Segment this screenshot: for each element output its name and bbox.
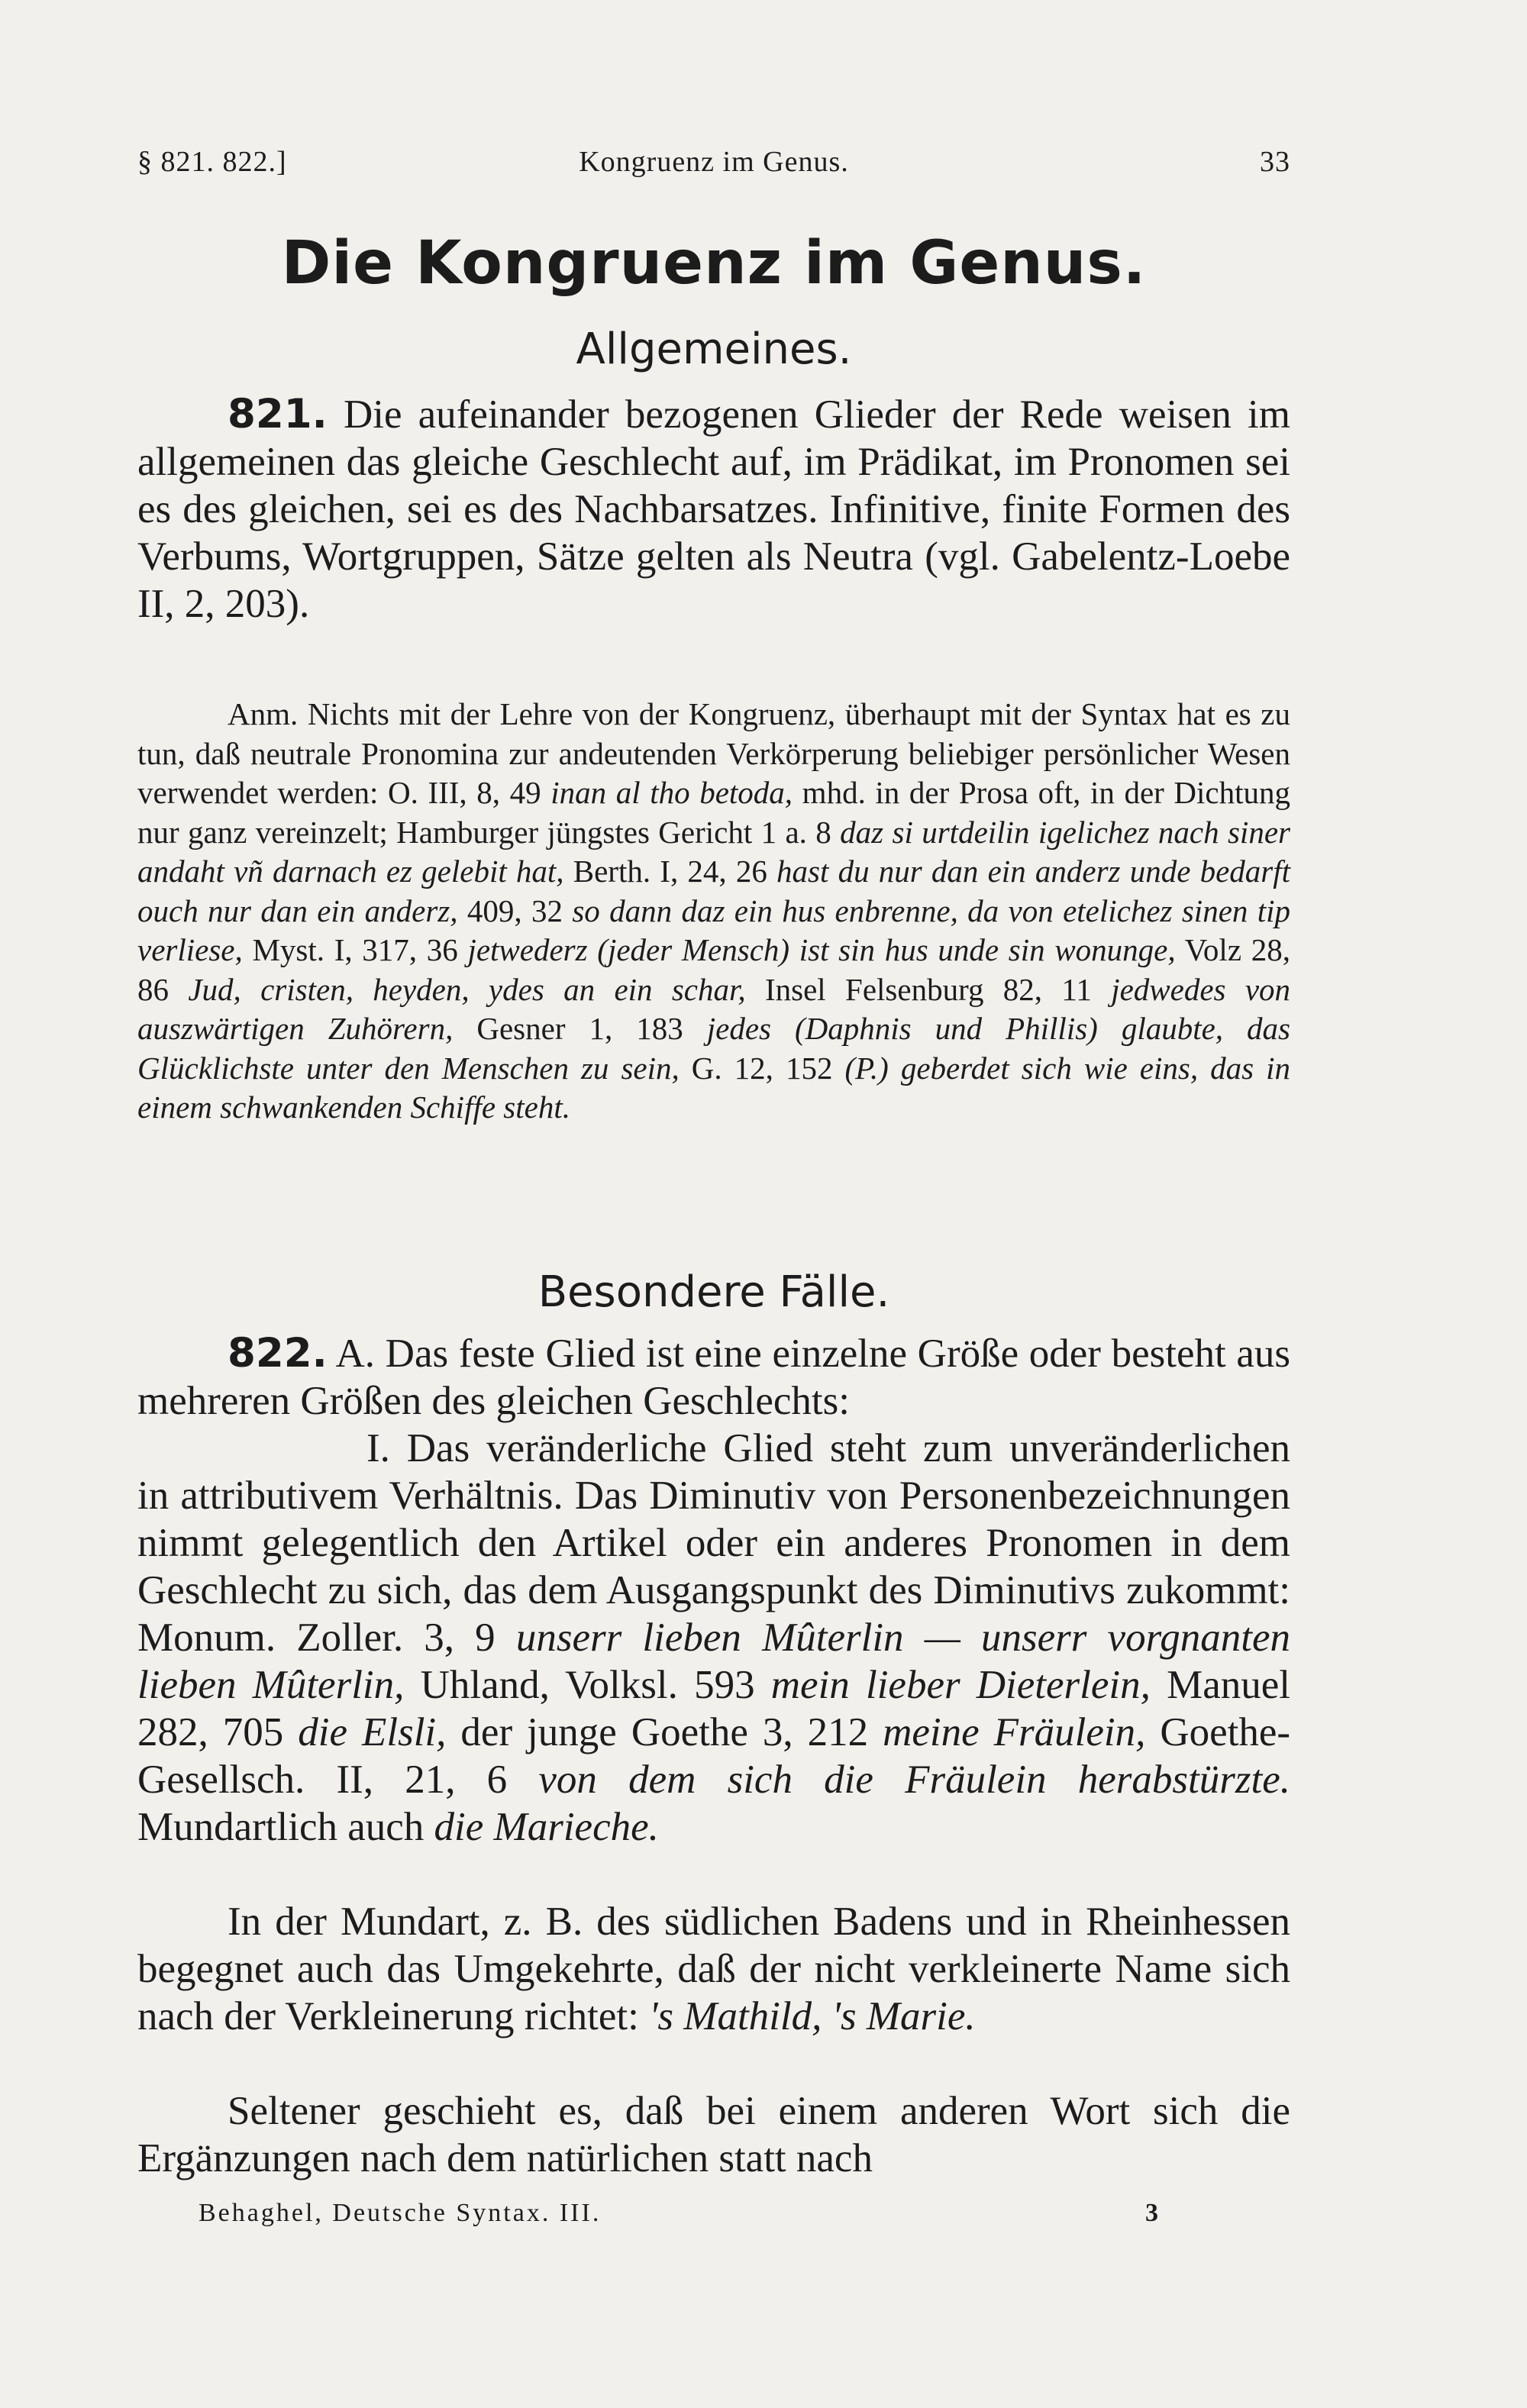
anm-quote: Jud, cristen, heyden, ydes an ein schar, xyxy=(188,971,746,1007)
para-text: Goethe-Gesellsch. II, 21, 6 xyxy=(137,1710,1291,1802)
anm-quote: jedes (Daphnis und Phillis) glaubte, das Glücklichste unter den Menschen zu sein, xyxy=(137,1011,1291,1086)
chapter-title: Die Kongruenz im Genus. xyxy=(281,229,1147,298)
anm-text: Insel Felsenburg 82, 11 xyxy=(765,971,1092,1007)
anm-quote: hast du nur dan ein anderz unde bedarft ouch nur dan ein anderz, xyxy=(137,854,1291,928)
section-title-allgemeines: Allgemeines. xyxy=(576,324,852,374)
annotation-paragraph xyxy=(137,695,1290,1128)
para-text: I. Das veränderliche Glied steht zum unveränderlichen in attributivem Verhältnis. Das Diminutiv von Personenbezeichnungen nimmt gelegentlich den Artikel oder ein anderes Pronomen in dem Geschlecht zu sich, das dem Ausgangspunkt des Diminutivs zukommt: Monum. Zoller. 3, 9 xyxy=(137,1426,1290,1660)
header-section-ref: § 821. 822.] xyxy=(137,146,287,178)
para-text: Manuel 282, 705 xyxy=(137,1663,1291,1754)
anm-quote: jetwederz (jeder Mensch) ist sin hus unde sin wonunge, xyxy=(467,932,1176,967)
book-page xyxy=(137,0,1290,2408)
anm-text: Volz 28, 86 xyxy=(137,932,1290,1007)
para-quote: von dem sich die Fräulein herabstürzte. xyxy=(538,1758,1291,1802)
anm-text: 409, 32 xyxy=(466,893,563,928)
header-page-number: 33 xyxy=(1260,146,1290,178)
paragraph-text: A. Das feste Glied ist eine einzelne Größe oder besteht aus mehreren Größen des gleichen Geschlechts: xyxy=(137,1332,1290,1423)
anm-quote: so dann daz ein hus enbrenne, da von etelichez sinen tip verliese, xyxy=(137,893,1291,967)
paragraph-821 xyxy=(137,391,1290,628)
paragraph-text: Die aufeinander bezogenen Glieder der Rede weisen im allgemeinen das gleiche Geschlecht auf, im Prädikat, im Pronomen sei es des gleichen, sei es des Nachbarsatzes. Infinitive, finite Formen des Verbums, Wortgruppen, Sätze gelten als Neutra (vgl. Gabelentz-Loebe II, 2, 203). xyxy=(137,392,1290,626)
page-footer xyxy=(199,2199,1290,2237)
paragraph-number: 821. xyxy=(228,391,328,437)
paragraph-I xyxy=(137,1425,1290,1851)
para-quote: die Elsli, xyxy=(298,1710,447,1754)
anm-quote: inan al tho betoda, xyxy=(550,775,793,810)
footer-signature: Behaghel, Deutsche Syntax. III. xyxy=(199,2199,602,2227)
anm-text: G. 12, 152 xyxy=(691,1050,833,1086)
paragraph-seltener: Seltener geschieht es, daß bei einem anderen Wort sich die Ergänzungen nach dem natürlichen statt nach xyxy=(137,2089,1290,2180)
paragraph-mundart xyxy=(137,1898,1290,2040)
para-text: Mundartlich auch xyxy=(137,1805,425,1849)
para-text: Uhland, Volksl. 593 xyxy=(420,1663,755,1707)
para-quote: unserr lieben Mûterlin — unserr vorgnanten lieben Mûterlin, xyxy=(137,1616,1290,1707)
anm-text: Anm. Nichts mit der Lehre von der Kongruenz, überhaupt mit der Syntax hat es zu tun, daß neutrale Pronomina zur andeutenden Verkörperung beliebiger persönlicher Wesen verwendet werden: O. III, 8, 49 xyxy=(137,696,1290,810)
para-quote: 's Mathild, 's Marie. xyxy=(649,1994,976,2038)
paragraph-822 xyxy=(137,1330,1290,1425)
para-quote: meine Fräulein, xyxy=(883,1710,1146,1754)
anm-text: Myst. I, 317, 36 xyxy=(252,932,458,967)
anm-quote: daz si urtdeilin igelichez nach siner andaht vñ darnach ez gelebit hat, xyxy=(137,814,1290,889)
para-quote: mein lieber Dieterlein, xyxy=(770,1663,1151,1707)
anm-text: Gesner 1, 183 xyxy=(476,1011,683,1046)
para-text: In der Mundart, z. B. des südlichen Badens und in Rheinhessen begegnet auch das Umgekehrte, daß der nicht verkleinerte Name sich nach der Verkleinerung richtet: xyxy=(137,1900,1290,2038)
anm-quote: jedwedes von auszwärtigen Zuhörern, xyxy=(137,971,1291,1046)
anm-text: Berth. I, 24, 26 xyxy=(573,854,767,889)
section-title-besondere-faelle: Besondere Fälle. xyxy=(538,1267,890,1317)
anm-quote: (P.) geberdet sich wie eins, das in einem schwankenden Schiffe steht. xyxy=(137,1050,1291,1125)
footer-sheet-number: 3 xyxy=(1145,2199,1161,2227)
anm-text: mhd. in der Prosa oft, in der Dichtung nur ganz vereinzelt; Hamburger jüngstes Gericht 1 a. 8 xyxy=(137,775,1291,850)
header-running-title: Kongruenz im Genus. xyxy=(579,146,849,178)
para-quote: die Marieche. xyxy=(434,1805,659,1849)
running-head xyxy=(137,145,1290,191)
para-text: der junge Goethe 3, 212 xyxy=(460,1710,869,1754)
paragraph-number: 822. xyxy=(228,1330,328,1377)
